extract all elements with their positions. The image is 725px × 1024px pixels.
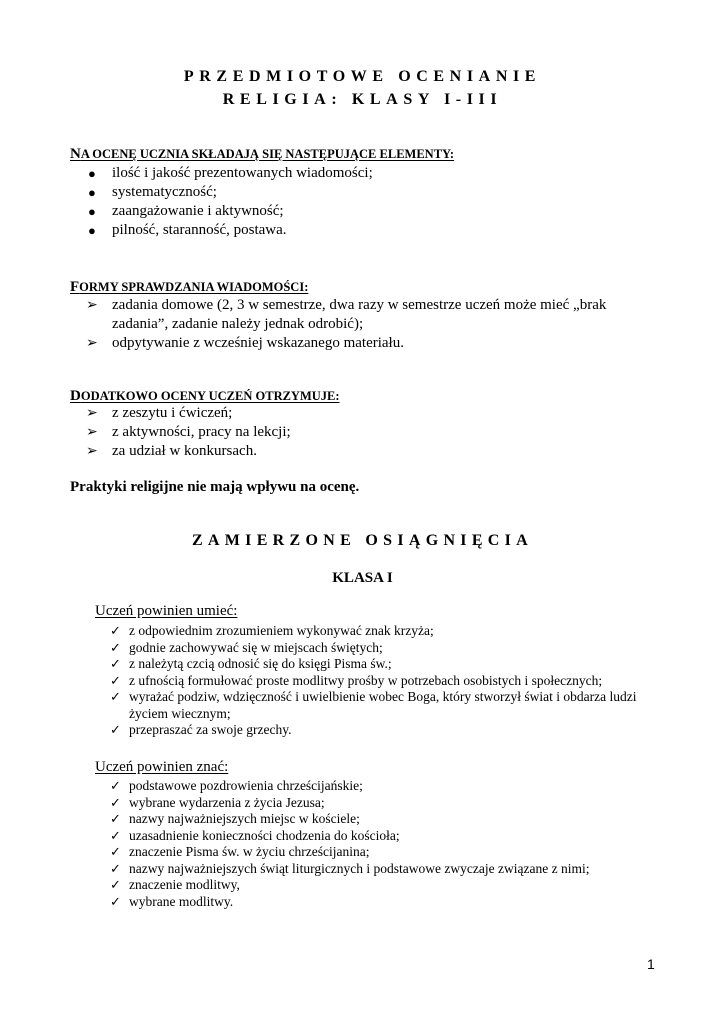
document-title-line2: RELIGIA: KLASY I-III: [222, 91, 503, 108]
checkmark-icon: ✓: [110, 844, 121, 859]
knowledge-list: [0, 778, 589, 910]
list-item: ✓ uzasadnienie konieczności chodzenia do kościoła;: [110, 827, 400, 843]
arrowhead-bullet-icon: ➢: [86, 425, 98, 440]
page-number: 1: [647, 956, 655, 972]
checkmark-icon: ✓: [110, 794, 121, 810]
list-item: ✓ godnie zachowywać się w miejscach świętych;: [110, 639, 383, 655]
list-item: ✓ znaczenie Pisma św. w życiu chrześcijanina;: [110, 844, 370, 859]
bullet-dot-icon: ●: [88, 185, 96, 200]
list-item: ● pilność, staranność, postawa.: [88, 222, 287, 238]
list-item: ➢ zadania domowe (2, 3 w semestrze, dwa razy w semestrze uczeń może mieć „brak zadania”, zadanie należy jednak odrobić);: [86, 297, 607, 332]
section-heading-forms: [70, 279, 308, 296]
knowledge-heading: Uczeń powinien znać:: [95, 759, 229, 775]
checkmark-icon: ✓: [110, 778, 121, 793]
heading-initial: D: [70, 388, 81, 404]
arrowhead-bullet-icon: ➢: [86, 336, 98, 351]
checkmark-icon: ✓: [110, 827, 121, 843]
checkmark-icon: ✓: [110, 893, 121, 909]
extra-list: [0, 404, 291, 461]
arrowhead-bullet-icon: ➢: [86, 406, 98, 421]
elements-list: [0, 164, 373, 240]
goals-heading: ZAMIERZONE OSIĄGNIĘCIA: [191, 532, 534, 549]
checkmark-icon: ✓: [110, 722, 121, 737]
heading-text: ORMY SPRAWDZANIA WIADOMOŚCI:: [79, 280, 309, 294]
list-item: ✓ nazwy najważniejszych świąt liturgicznych i podstawowe zwyczaje związane z nimi;: [110, 860, 590, 876]
list-item: ➢ odpytywanie z wcześniej wskazanego materiału.: [86, 335, 404, 351]
checkmark-icon: ✓: [110, 877, 121, 892]
list-item: ✓ podstawowe pozdrowienia chrześcijańskie;: [110, 778, 363, 793]
heading-text: ODATKOWO OCENY UCZEŃ OTRZYMUJE:: [80, 389, 340, 403]
list-item: ✓ przepraszać za swoje grzechy.: [110, 722, 292, 737]
heading-initial: F: [70, 279, 80, 295]
note-religious-practice: Praktyki religijne nie mają wpływu na ocenę.: [70, 479, 360, 495]
skills-heading: Uczeń powinien umieć:: [95, 603, 238, 619]
list-item: ✓ z ufnością formułować proste modlitwy prośby w potrzebach osobistych i społecznych;: [110, 672, 603, 688]
list-item: ● systematyczność;: [88, 184, 217, 200]
forms-list: [0, 296, 657, 353]
checkmark-icon: ✓: [110, 860, 121, 876]
heading-initial: N: [70, 146, 81, 162]
checkmark-icon: ✓: [110, 623, 121, 638]
checkmark-icon: ✓: [110, 656, 121, 671]
document-title-line1: PRZEDMIOTOWE OCENIANIE: [183, 68, 542, 85]
list-item: ✓ wyrażać podziw, wdzięczność i uwielbienie wobec Boga, który stworzył świat i obdarza ludzi życiem wiecznym;: [110, 689, 637, 721]
checkmark-icon: ✓: [110, 639, 121, 655]
list-item: ✓ znaczenie modlitwy,: [110, 877, 240, 892]
list-item: ● ilość i jakość prezentowanych wiadomości;: [88, 165, 373, 181]
checkmark-icon: ✓: [110, 689, 121, 704]
list-item: ➢ z aktywności, pracy na lekcji;: [86, 424, 291, 440]
list-item: ✓ wybrane modlitwy.: [110, 893, 234, 909]
bullet-dot-icon: ●: [88, 204, 96, 219]
list-item: ➢ za udział w konkursach.: [86, 443, 257, 459]
section-heading-elements: [70, 146, 454, 163]
section-heading-extra: [70, 388, 340, 405]
heading-text: A OCENĘ UCZNIA SKŁADAJĄ SIĘ NASTĘPUJĄCE ELEMENTY:: [80, 147, 455, 161]
list-item: ✓ z należytą czcią odnosić się do księgi Pisma św.;: [110, 656, 392, 671]
bullet-dot-icon: ●: [88, 223, 96, 238]
list-item: ● zaangażowanie i aktywność;: [88, 203, 284, 219]
list-item: ➢ z zeszytu i ćwiczeń;: [86, 405, 233, 421]
list-item: ✓ nazwy najważniejszych miejsc w kościele;: [110, 811, 360, 826]
arrowhead-bullet-icon: ➢: [86, 298, 98, 313]
checkmark-icon: ✓: [110, 811, 121, 826]
list-item: ✓ wybrane wydarzenia z życia Jezusa;: [110, 794, 325, 810]
bullet-dot-icon: ●: [88, 166, 96, 181]
list-item: ✓ z odpowiednim zrozumieniem wykonywać znak krzyża;: [110, 623, 434, 638]
class-label: KLASA I: [332, 570, 393, 586]
checkmark-icon: ✓: [110, 672, 121, 688]
arrowhead-bullet-icon: ➢: [86, 444, 98, 459]
skills-list: [0, 623, 659, 739]
